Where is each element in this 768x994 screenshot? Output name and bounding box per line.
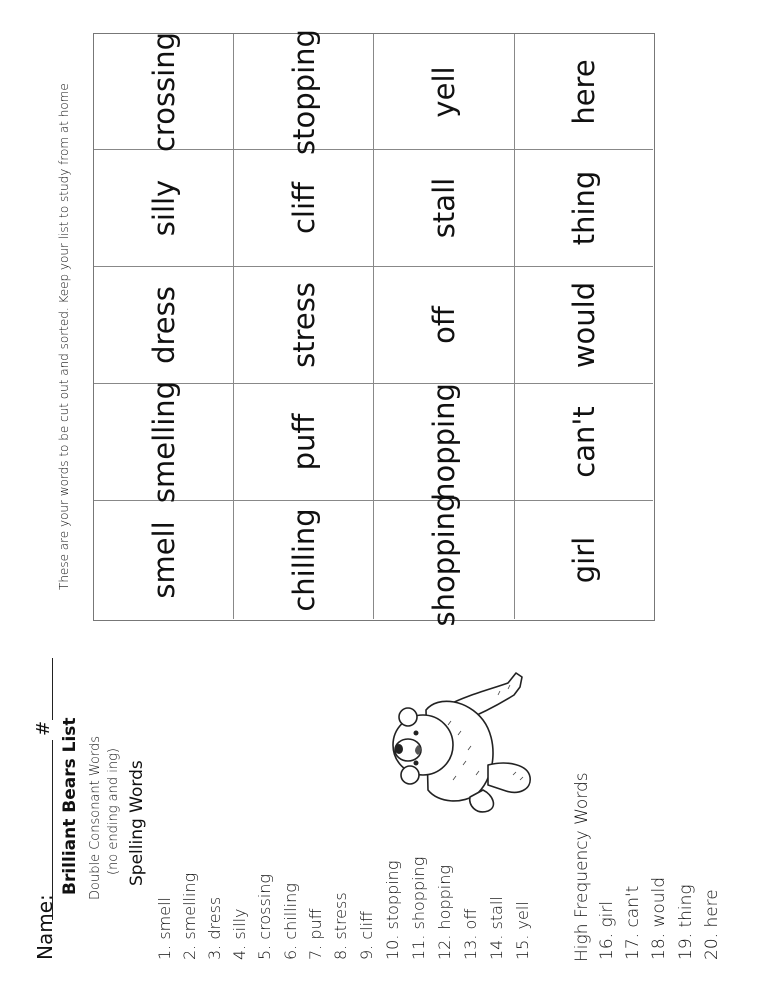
word-card-text: stress: [286, 282, 321, 368]
word-card-text: here: [567, 58, 601, 125]
word-card-text: girl: [567, 536, 601, 584]
word-card[interactable]: [374, 267, 515, 384]
list-item: 6. chilling: [281, 883, 300, 960]
word-card-text: crossing: [146, 31, 181, 152]
list-title: Brilliant Bears List: [60, 717, 80, 895]
word-card-text: cliff: [286, 181, 321, 235]
word-card-text: smelling: [146, 380, 181, 504]
word-card-text: stopping: [286, 28, 321, 155]
list-item: 18. would: [649, 876, 669, 960]
word-card-text: hopping: [427, 383, 461, 501]
list-item: 5. crossing: [255, 873, 274, 960]
word-card-text: can't: [567, 406, 601, 478]
list-item: 8. stress: [331, 892, 350, 960]
word-card[interactable]: [234, 28, 374, 155]
word-card-text: puff: [286, 413, 321, 471]
word-card[interactable]: [515, 384, 653, 501]
word-card[interactable]: [94, 150, 234, 267]
word-card-text: stall: [427, 177, 461, 239]
list-item: 10. stopping: [383, 860, 402, 960]
list-item: 3. dress: [205, 896, 224, 960]
word-card[interactable]: [94, 31, 234, 152]
list-item: 1. smell: [155, 896, 174, 960]
word-card[interactable]: [374, 34, 515, 150]
list-item: 19. thing: [676, 884, 696, 960]
spelling-heading: Spelling Words: [127, 760, 147, 886]
word-card-text: shopping: [427, 493, 461, 627]
word-card[interactable]: [234, 501, 374, 619]
word-card-text: off: [427, 306, 461, 344]
word-card-text: thing: [567, 170, 601, 246]
number-label: #: [33, 720, 54, 736]
list-item: 20. here: [702, 889, 722, 960]
word-card-text: silly: [146, 179, 181, 237]
word-card-text: smell: [146, 521, 181, 599]
list-item: 4. silly: [230, 908, 249, 960]
list-item: 7. puff: [306, 908, 325, 960]
list-item: 15. yell: [513, 901, 532, 960]
word-card[interactable]: [374, 384, 515, 501]
word-card[interactable]: [515, 267, 653, 384]
word-card[interactable]: [94, 380, 234, 504]
word-card[interactable]: [234, 150, 374, 267]
list-item: 13. off: [461, 908, 480, 960]
list-item: 17. can't: [623, 885, 643, 960]
word-card[interactable]: [94, 267, 234, 384]
name-field-line[interactable]: [52, 740, 54, 920]
instructions: These are your words to be cut out and sorted. Keep your list to study from at home: [57, 83, 71, 590]
word-card[interactable]: [515, 34, 653, 150]
word-card[interactable]: [94, 501, 234, 619]
list-item: 11. shopping: [409, 856, 428, 960]
word-card-text: yell: [427, 65, 461, 118]
list-item: 9. cliff: [357, 910, 376, 960]
word-card-text: would: [567, 281, 601, 369]
list-item: 14. stall: [487, 896, 506, 960]
word-card[interactable]: [515, 501, 653, 619]
word-card-text: dress: [146, 286, 181, 364]
list-item: 16. girl: [597, 900, 617, 960]
list-item: 2. smelling: [180, 872, 199, 960]
word-card-text: chilling: [286, 508, 321, 612]
word-card[interactable]: [234, 384, 374, 501]
word-card[interactable]: [234, 267, 374, 384]
word-card[interactable]: [374, 493, 515, 627]
word-card[interactable]: [374, 150, 515, 267]
list-subtitle-2: (no ending and ing): [106, 748, 121, 875]
name-label: Name:: [33, 894, 57, 960]
list-subtitle: Double Consonant Words: [88, 735, 103, 900]
number-field-line[interactable]: [52, 658, 54, 720]
word-card[interactable]: [515, 150, 653, 267]
hf-heading: High Frequency Words: [572, 772, 592, 962]
word-card-grid: [93, 28, 655, 627]
bear-illustration: [388, 665, 538, 815]
list-item: 12. hopping: [435, 865, 454, 960]
